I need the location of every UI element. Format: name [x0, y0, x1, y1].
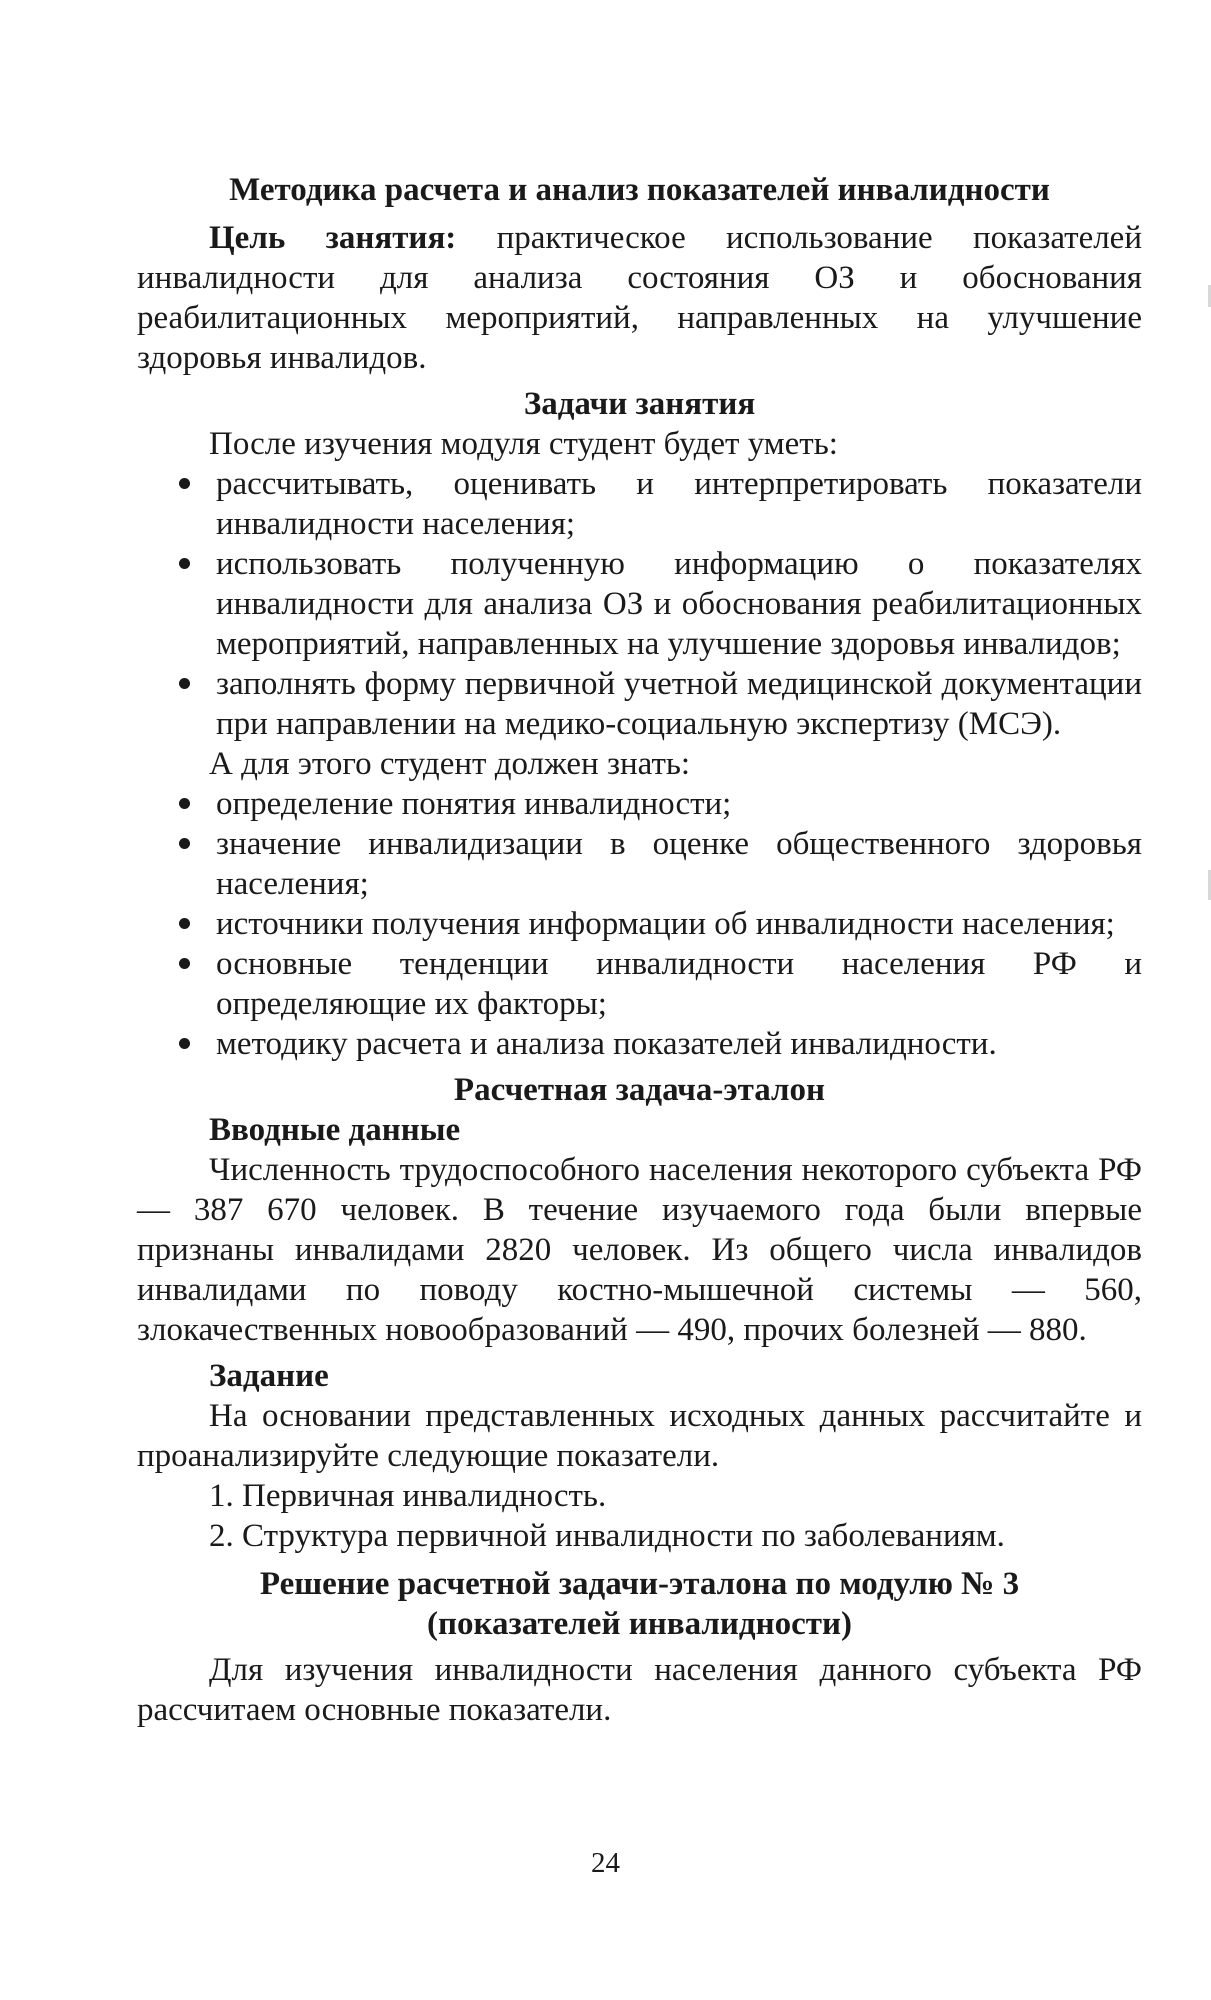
list-item-text: источники получения информации об инвалидности населения;	[216, 906, 1115, 942]
bullet-icon	[179, 958, 190, 969]
knowledge-list	[137, 784, 1142, 1064]
list-item-text: значение инвалидизации в оценке общественного здоровья населения;	[216, 826, 1142, 902]
goal-label: Цель занятия:	[209, 220, 457, 256]
solution-heading-line1: Решение расчетной задачи-эталона по модулю № 3	[259, 1566, 1020, 1602]
tasks-heading: Задачи занятия	[523, 386, 756, 422]
problem-heading: Расчетная задача-эталон	[453, 1072, 826, 1108]
bullet-icon	[179, 678, 190, 689]
bullet-icon	[179, 838, 190, 849]
list-item-text: заполнять форму первичной учетной медицинской документации при направлении на медико-социальную экспертизу (МСЭ).	[216, 666, 1142, 742]
solution-text: Для изучения инвалидности населения данного субъекта РФ рассчитаем основные показатели.	[137, 1652, 1142, 1728]
tasks-intro: После изучения модуля студент будет уметь:	[209, 426, 838, 462]
list-item	[137, 464, 1142, 544]
input-data-text: Численность трудоспособного населения некоторого субъекта РФ — 387 670 человек. В течение изучаемого года были впервые признаны инвалидами 2820 человек. Из общего числа инвалидов инвалидами по поводу костно-мышечной системы — 560, злокачественных новообразований — 490, прочих болезней — 880.	[137, 1152, 1142, 1348]
list-item-text: рассчитывать, оценивать и интерпретировать показатели инвалидности населения;	[216, 466, 1142, 542]
solution-heading-line2: (показателей инвалидности)	[427, 1606, 852, 1642]
list-item	[137, 904, 1142, 944]
input-data-heading: Вводные данные	[209, 1112, 461, 1148]
goal-paragraph	[137, 218, 1142, 378]
list-item-text: методику расчета и анализа показателей инвалидности.	[216, 1026, 997, 1062]
list-item-text: использовать полученную информацию о показателях инвалидности для анализа ОЗ и обоснования реабилитационных мероприятий, направленных на улучшение здоровья инвалидов;	[216, 546, 1142, 662]
list-item	[137, 784, 1142, 824]
list-item	[137, 664, 1142, 744]
bullet-icon	[179, 478, 190, 489]
list-item	[137, 944, 1142, 1024]
bullet-icon	[179, 558, 190, 569]
task-item-2: 2. Структура первичной инвалидности по заболеваниям.	[209, 1518, 1005, 1554]
main-heading: Методика расчета и анализ показателей инвалидности	[229, 172, 1050, 208]
bullet-icon	[179, 1038, 190, 1049]
goal-text: практическое использование показателей инвалидности для анализа состояния ОЗ и обоснования реабилитационных мероприятий, направленных на улучшение здоровья инвалидов.	[137, 220, 1142, 376]
list-item-text: основные тенденции инвалидности населения РФ и определяющие их факторы;	[216, 946, 1142, 1022]
list-item-text: определение понятия инвалидности;	[216, 786, 732, 822]
page-number: 24	[591, 1847, 620, 1879]
bullet-icon	[179, 918, 190, 929]
list-item	[137, 1024, 1142, 1064]
task-text: На основании представленных исходных данных рассчитайте и проанализируйте следующие показатели.	[137, 1398, 1142, 1474]
task-heading: Задание	[209, 1358, 329, 1394]
bullet-icon	[179, 798, 190, 809]
list-item	[137, 824, 1142, 904]
skills-list	[137, 464, 1142, 744]
list-item	[137, 544, 1142, 664]
page-content	[137, 170, 1142, 1730]
task-item-1: 1. Первичная инвалидность.	[209, 1478, 607, 1514]
knowledge-intro: А для этого студент должен знать:	[209, 746, 691, 782]
